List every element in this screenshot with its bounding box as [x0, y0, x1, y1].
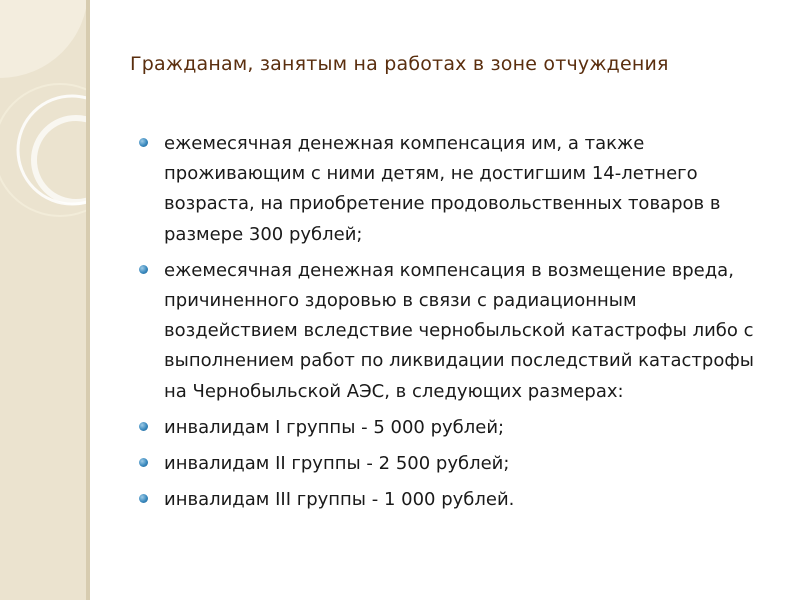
bullet-dot-icon	[139, 494, 148, 503]
bullet-item	[138, 413, 758, 443]
bullet-dot-icon	[139, 422, 148, 431]
side-divider	[86, 0, 90, 600]
slide-title: Гражданам, занятым на работах в зоне отчуждения	[130, 53, 669, 75]
bullet-text: ежемесячная денежная компенсация в возмещение вреда, причиненного здоровью в связи с радиационным воздействием вследствие чернобыльской катастрофы либо с выполнением работ по ликвидации последствий катастрофы на Чернобыльской АЭС, в следующих размерах:	[164, 259, 754, 402]
bullet-item	[138, 256, 758, 407]
decorative-side-panel	[0, 0, 86, 600]
bullet-text: ежемесячная денежная компенсация им, а также проживающим с ними детям, не достигшим 14-летнего возраста, на приобретение продовольственных товаров в размере 300 рублей;	[164, 133, 721, 245]
bullet-dot-icon	[139, 138, 148, 147]
bullet-item	[138, 129, 758, 250]
bullet-list	[138, 129, 758, 521]
bullet-dot-icon	[139, 265, 148, 274]
bullet-item	[138, 449, 758, 479]
bullet-text: инвалидам II группы - 2 500 рублей;	[164, 453, 510, 475]
bullet-dot-icon	[139, 458, 148, 467]
bullet-text: инвалидам I группы - 5 000 рублей;	[164, 416, 505, 438]
bullet-item	[138, 485, 758, 515]
decorative-rings-graphic	[0, 0, 86, 600]
bullet-text: инвалидам III группы - 1 000 рублей.	[164, 489, 515, 511]
